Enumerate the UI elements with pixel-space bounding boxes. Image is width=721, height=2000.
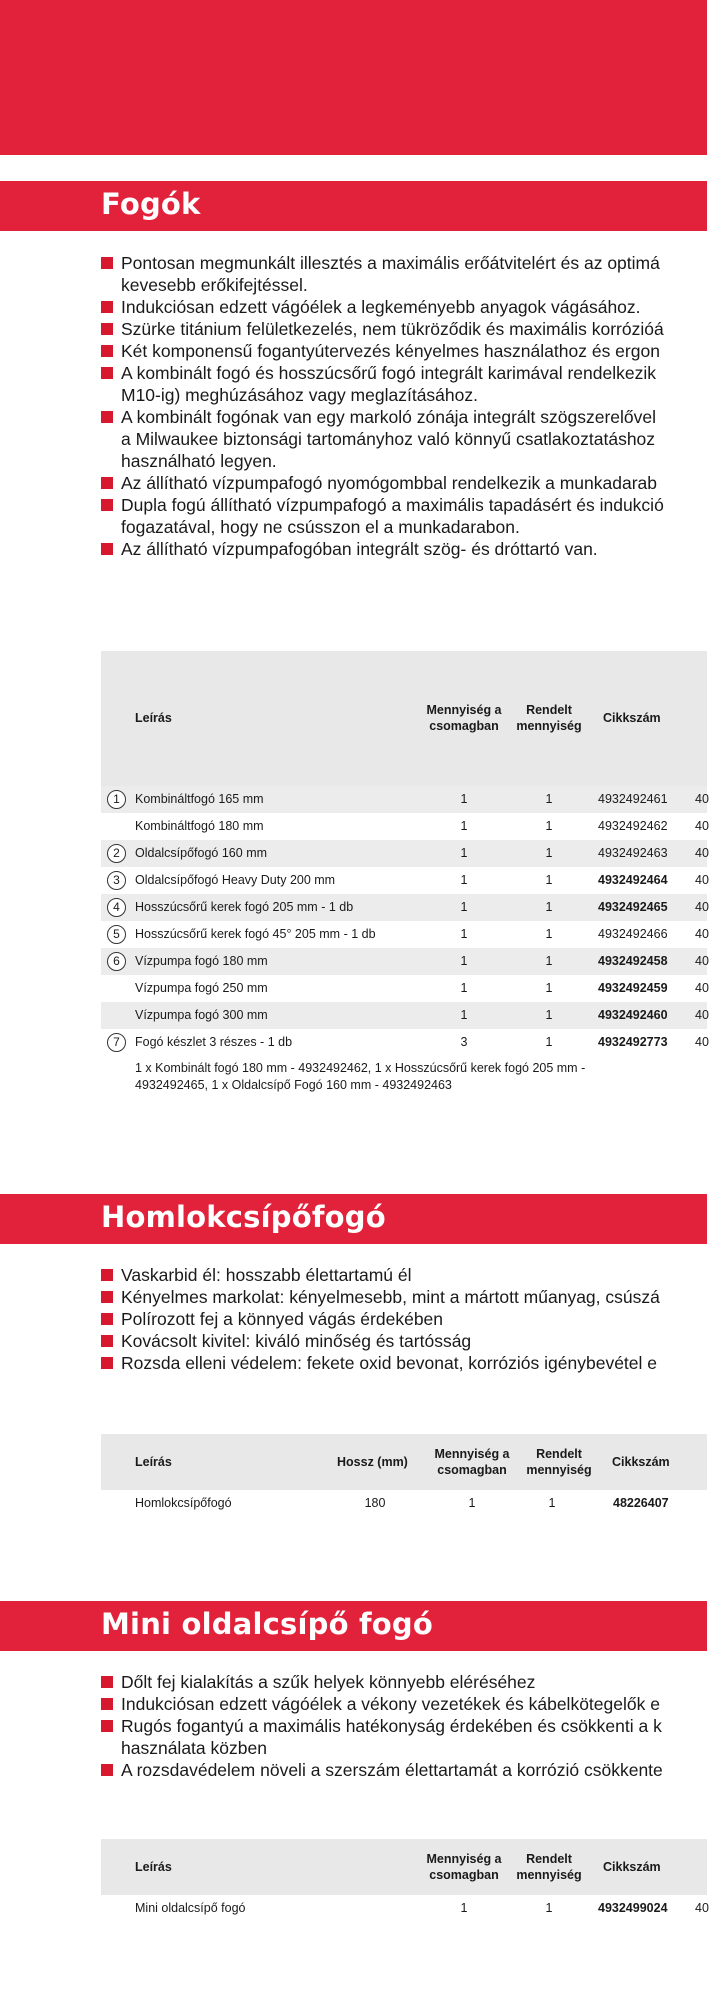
bullet-item (101, 472, 721, 494)
section-title-fogok: Fogók (101, 187, 201, 221)
header-order-qty (509, 702, 589, 734)
header-order-qty-line1: Rendelt (536, 1447, 582, 1461)
bullet-text: Rozsda elleni védelem: fekete oxid bevonat, korróziós igénybevétel e (121, 1353, 658, 1373)
bullet-square-icon (101, 1764, 113, 1776)
row-extra: 40 (695, 1035, 709, 1049)
section-title-homlok: Homlokcsípőfogó (101, 1200, 386, 1234)
row-length: 180 (364, 1496, 386, 1510)
table-row (101, 840, 707, 867)
row-qty: 1 (460, 954, 468, 968)
row-article: 4932492459 (598, 981, 668, 995)
row-qty: 1 (460, 927, 468, 941)
table-row (101, 948, 707, 975)
bullet-item (101, 318, 721, 340)
bullet-item (101, 296, 721, 318)
header-order-qty-line1: Rendelt (526, 703, 572, 717)
header-qty-pack-line2: csomagban (429, 1868, 499, 1882)
row-order: 1 (545, 1901, 553, 1915)
bullet-square-icon (101, 543, 113, 555)
bullet-square-icon (101, 1313, 113, 1325)
bullet-text: M10-ig) meghúzásához vagy meglazításához. (121, 385, 478, 405)
row-desc: Oldalcsípőfogó Heavy Duty 200 mm (135, 873, 336, 887)
header-qty-pack-line1: Mennyiség a (434, 1447, 510, 1461)
bullet-square-icon (101, 499, 113, 511)
row-order: 1 (545, 846, 553, 860)
bullet-square-icon (101, 1698, 113, 1710)
bullet-item (101, 362, 721, 406)
bullet-item (101, 1352, 721, 1374)
row-desc: Oldalcsípőfogó 160 mm (135, 846, 268, 860)
row-extra: 40 (695, 927, 709, 941)
bullets-homlok (101, 1264, 721, 1374)
table-note: 1 x Kombinált fogó 180 mm - 4932492462, 1 x Hosszúcsőrű kerek fogó 205 mm - 4932492465, 1 x Oldalcsípő Fogó 160 mm - 4932492463 (135, 1061, 586, 1092)
table-header-fogok (101, 651, 707, 786)
bullet-square-icon (101, 323, 113, 335)
header-order-qty-line1: Rendelt (526, 1852, 572, 1866)
header-article: Cikkszám (603, 1860, 661, 1874)
row-extra: 40 (695, 954, 709, 968)
bullet-item (101, 340, 721, 362)
row-extra: 40 (695, 819, 709, 833)
bullet-text: a Milwaukee biztonsági tartományhoz való könnyű csatlakoztatáshoz (121, 429, 656, 449)
bullet-item (101, 1264, 721, 1286)
bullet-item (101, 1759, 721, 1781)
header-order-qty-line2: mennyiség (516, 719, 582, 733)
row-order: 1 (545, 1035, 553, 1049)
row-extra: 40 (695, 981, 709, 995)
header-qty-pack-line2: csomagban (437, 1463, 507, 1477)
item-number-badge: 1 (107, 790, 126, 809)
table-row (101, 1002, 707, 1029)
bullet-square-icon (101, 301, 113, 313)
bullet-square-icon (101, 1720, 113, 1732)
row-qty: 1 (460, 1901, 468, 1915)
header-order-qty-line2: mennyiség (516, 1868, 582, 1882)
row-desc: Vízpumpa fogó 250 mm (135, 981, 268, 995)
table-row (101, 921, 707, 948)
bullet-text: Kényelmes markolat: kényelmesebb, mint a mártott műanyag, csúszá (121, 1287, 660, 1307)
bullet-text: A kombinált fogónak van egy markoló zónája integrált szögszerelővel (121, 407, 657, 427)
item-number-badge: 5 (107, 925, 126, 944)
row-order: 1 (545, 1008, 553, 1022)
row-order: 1 (545, 792, 553, 806)
row-article: 4932492462 (598, 819, 668, 833)
bullets-mini (101, 1671, 721, 1781)
row-article: 4932492458 (598, 954, 668, 968)
bullet-item (101, 1671, 721, 1693)
row-extra: 40 (695, 1901, 709, 1915)
row-desc: Vízpumpa fogó 180 mm (135, 954, 268, 968)
row-qty: 1 (460, 1008, 468, 1022)
bullet-item (101, 252, 721, 296)
bullet-text: Polírozott fej a könnyed vágás érdekében (121, 1309, 444, 1329)
row-qty: 1 (460, 873, 468, 887)
bullet-text: fogazatával, hogy ne csússzon el a munkadarabon. (121, 517, 520, 537)
header-qty-pack-line2: csomagban (429, 719, 499, 733)
bullet-text: Indukciósan edzett vágóélek a vékony vezetékek és kábelkötegelők e (121, 1694, 660, 1714)
bullet-text: Indukciósan edzett vágóélek a legkeményebb anyagok vágásához. (121, 297, 641, 317)
bullet-item (101, 494, 721, 538)
header-qty-pack (419, 702, 509, 734)
row-article: 4932499024 (598, 1901, 668, 1915)
row-order: 1 (548, 1496, 556, 1510)
table-header-homlok (101, 1434, 707, 1490)
row-article: 4932492463 (598, 846, 668, 860)
row-order: 1 (545, 954, 553, 968)
table-row (101, 975, 707, 1002)
bullet-square-icon (101, 1676, 113, 1688)
table-header-mini (101, 1839, 707, 1895)
table-row (101, 1895, 707, 1922)
bullet-item (101, 1286, 721, 1308)
header-desc: Leírás (135, 1455, 172, 1469)
bullet-item (101, 538, 721, 560)
table-row (101, 786, 707, 813)
header-desc: Leírás (135, 711, 172, 725)
row-order: 1 (545, 927, 553, 941)
row-article: 4932492461 (598, 792, 668, 806)
row-extra: 40 (695, 900, 709, 914)
row-article: 4932492460 (598, 1008, 668, 1022)
header-order-qty (519, 1446, 599, 1478)
row-qty: 1 (460, 846, 468, 860)
bullet-square-icon (101, 257, 113, 269)
bullet-square-icon (101, 1335, 113, 1347)
item-number-badge: 7 (107, 1033, 126, 1052)
bullet-text: Dőlt fej kialakítás a szűk helyek könnyebb eléréséhez (121, 1672, 536, 1692)
bullet-square-icon (101, 477, 113, 489)
bullet-text: Pontosan megmunkált illesztés a maximális erőátvitelért és az optimá (121, 253, 660, 273)
row-qty: 1 (460, 792, 468, 806)
section-header-mini (0, 1601, 707, 1651)
bullet-text: Az állítható vízpumpafogó nyomógombbal rendelkezik a munkadarab (121, 473, 658, 493)
row-desc: Hosszúcsőrű kerek fogó 45° 205 mm - 1 db (135, 927, 376, 941)
row-article: 4932492465 (598, 900, 668, 914)
row-desc: Mini oldalcsípő fogó (135, 1901, 246, 1915)
row-article: 48226407 (613, 1496, 669, 1510)
row-order: 1 (545, 981, 553, 995)
row-order: 1 (545, 900, 553, 914)
bullets-fogok (101, 252, 721, 560)
bullet-item (101, 1693, 721, 1715)
row-desc: Kombináltfogó 180 mm (135, 819, 264, 833)
bullet-text: Szürke titánium felületkezelés, nem tükröződik és maximális korrózióá (121, 319, 664, 339)
header-qty-pack (419, 1851, 509, 1883)
header-qty-pack (425, 1446, 519, 1478)
header-article: Cikkszám (612, 1455, 670, 1469)
bullet-square-icon (101, 1269, 113, 1281)
table-row (101, 894, 707, 921)
header-qty-pack-line1: Mennyiség a (426, 1852, 502, 1866)
row-desc: Homlokcsípőfogó (135, 1496, 232, 1510)
row-qty: 1 (460, 981, 468, 995)
bullet-text: Kovácsolt kivitel: kiváló minőség és tartósság (121, 1331, 472, 1351)
row-desc: Vízpumpa fogó 300 mm (135, 1008, 268, 1022)
header-order-qty-line2: mennyiség (526, 1463, 592, 1477)
item-number-badge: 4 (107, 898, 126, 917)
header-qty-pack-line1: Mennyiség a (426, 703, 502, 717)
item-number-badge: 2 (107, 844, 126, 863)
bullet-text: használható legyen. (121, 451, 277, 471)
row-desc: Fogó készlet 3 részes - 1 db (135, 1035, 293, 1049)
section-header-fogok (0, 181, 707, 231)
table-row (101, 813, 707, 840)
bullet-text: kevesebb erőkifejtéssel. (121, 275, 308, 295)
row-extra: 40 (695, 846, 709, 860)
bullet-square-icon (101, 1291, 113, 1303)
row-qty: 1 (460, 819, 468, 833)
section-title-mini: Mini oldalcsípő fogó (101, 1607, 434, 1641)
row-qty: 1 (460, 900, 468, 914)
table-row (101, 867, 707, 894)
bullet-text: Rugós fogantyú a maximális hatékonyság érdekében és csökkenti a k (121, 1716, 662, 1736)
row-desc: Hosszúcsőrű kerek fogó 205 mm - 1 db (135, 900, 354, 914)
row-extra: 40 (695, 1008, 709, 1022)
bullet-text: Két komponensű fogantyútervezés kényelmes használathoz és ergon (121, 341, 660, 361)
bullet-text: Az állítható vízpumpafogóban integrált szög- és dróttartó van. (121, 539, 598, 559)
header-length: Hossz (mm) (337, 1455, 408, 1469)
row-order: 1 (545, 873, 553, 887)
row-extra: 40 (695, 873, 709, 887)
table-row (101, 1490, 707, 1517)
header-desc: Leírás (135, 1860, 172, 1874)
row-extra: 40 (695, 792, 709, 806)
bullet-item (101, 1308, 721, 1330)
item-number-badge: 6 (107, 952, 126, 971)
row-qty: 3 (460, 1035, 468, 1049)
row-article: 4932492466 (598, 927, 668, 941)
item-number-badge: 3 (107, 871, 126, 890)
bullet-text: A rozsdavédelem növeli a szerszám élettartamát a korrózió csökkente (121, 1760, 663, 1780)
top-banner (0, 0, 707, 155)
bullet-text: Dupla fogú állítható vízpumpafogó a maximális tapadásért és indukció (121, 495, 664, 515)
bullet-square-icon (101, 411, 113, 423)
bullet-text: Vaskarbid él: hosszabb élettartamú él (121, 1265, 412, 1285)
header-article: Cikkszám (603, 711, 661, 725)
bullet-item (101, 406, 721, 472)
bullet-text: használata közben (121, 1738, 267, 1758)
table-row (101, 1029, 707, 1056)
row-article: 4932492773 (598, 1035, 668, 1049)
row-qty: 1 (468, 1496, 476, 1510)
row-desc: Kombináltfogó 165 mm (135, 792, 264, 806)
section-header-homlok (0, 1194, 707, 1244)
bullet-square-icon (101, 345, 113, 357)
bullet-square-icon (101, 1357, 113, 1369)
bullet-text: A kombinált fogó és hosszúcsőrű fogó integrált karimával rendelkezik (121, 363, 656, 383)
bullet-item (101, 1715, 721, 1759)
row-order: 1 (545, 819, 553, 833)
bullet-square-icon (101, 367, 113, 379)
bullet-item (101, 1330, 721, 1352)
row-article: 4932492464 (598, 873, 668, 887)
header-order-qty (509, 1851, 589, 1883)
